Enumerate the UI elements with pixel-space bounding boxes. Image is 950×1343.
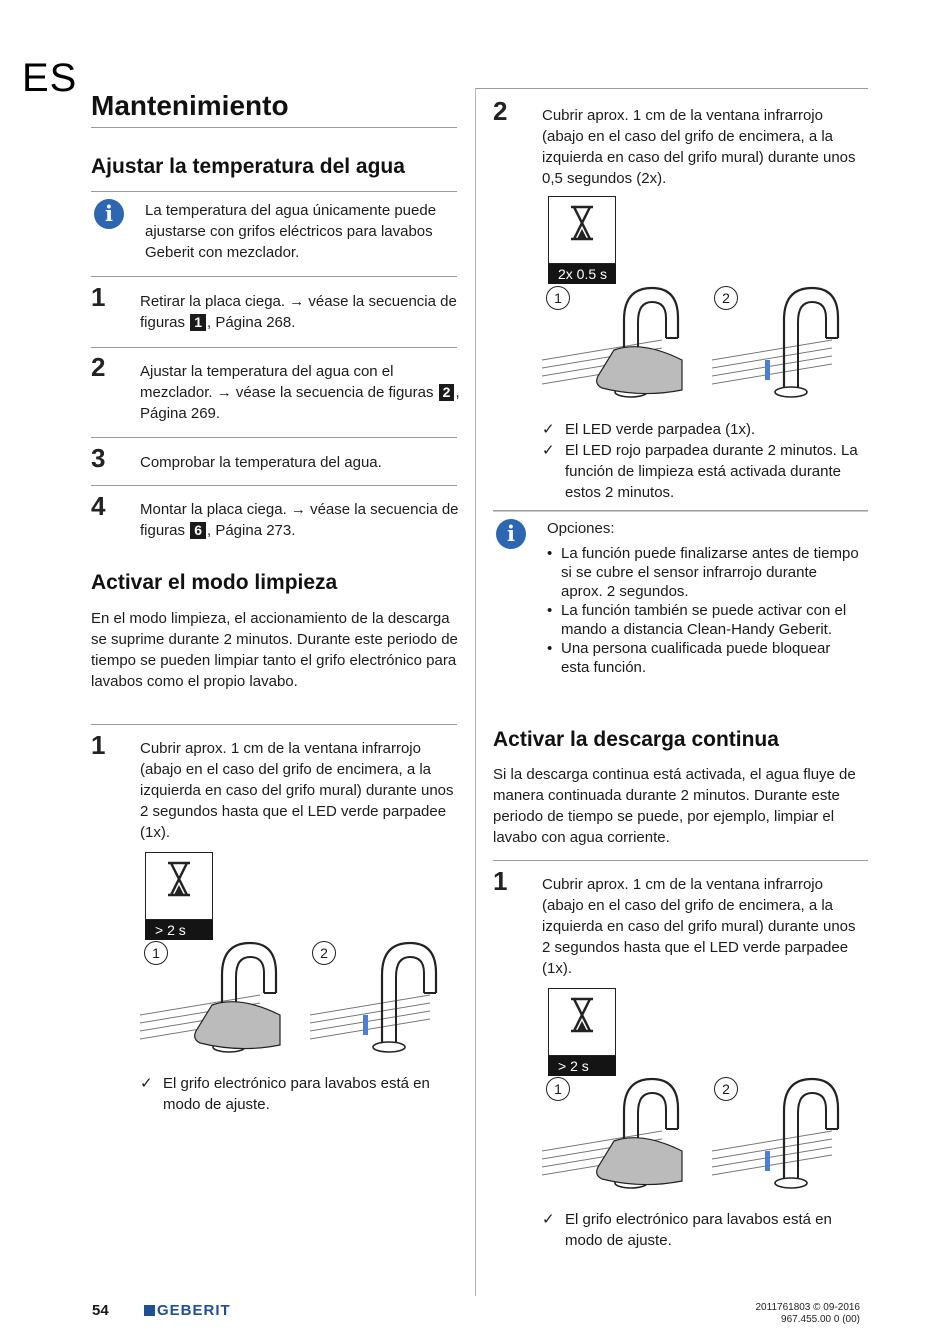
- timer-label: > 2 s: [145, 920, 213, 940]
- divider: [493, 860, 868, 861]
- result-item: [542, 419, 864, 440]
- step-text: [140, 452, 460, 473]
- timer-label: 2x 0.5 s: [548, 264, 616, 284]
- timer-figure: [548, 196, 616, 284]
- divider: [91, 276, 457, 277]
- result-item: [140, 1073, 460, 1115]
- section-intro: Si la descarga continua está activada, el agua fluye de manera continuada durante 2 minutos. Durante este periodo de tiempo se puede, por ejemplo, limpiar el lavabo con agua corriente.: [493, 766, 856, 846]
- step-text: [140, 499, 460, 541]
- step-number: 3: [91, 443, 106, 473]
- figure-step-label: 1: [546, 1077, 570, 1101]
- hourglass-icon: [145, 852, 213, 920]
- divider: [91, 347, 457, 348]
- figure-step-label: 2: [714, 1077, 738, 1101]
- logo-square-icon: [144, 1305, 155, 1316]
- step-text-part: , Página 268.: [207, 314, 296, 331]
- step-text-part: Retirar la placa ciega. → véase la secuencia de figuras: [140, 293, 457, 331]
- list-item: • Una persona cualificada puede bloquear esta función.: [547, 639, 862, 677]
- timer-figure: [145, 852, 213, 940]
- step-text: [140, 291, 460, 333]
- language-code: ES: [22, 56, 78, 100]
- result-text: El grifo electrónico para lavabos está en modo de ajuste.: [565, 1211, 832, 1249]
- step-text-part: Montar la placa ciega. → véase la secuencia de figuras: [140, 501, 459, 539]
- section-heading-continuous: Activar la descarga continua: [493, 728, 779, 751]
- result-text: El grifo electrónico para lavabos está en modo de ajuste.: [163, 1075, 430, 1113]
- step-number: 2: [493, 96, 508, 126]
- options-list: [547, 544, 862, 677]
- doc-line: 2011761803 © 09-2016: [755, 1302, 860, 1313]
- checkmark-icon: ✓: [542, 421, 555, 438]
- divider: [91, 724, 457, 725]
- column-separator: [475, 88, 476, 1296]
- result-item: [542, 1209, 864, 1251]
- faucet-illustration: [140, 935, 460, 1065]
- step-text: Cubrir aprox. 1 cm de la ventana infrarrojo (abajo en el caso del grifo de encimera, a la izquierda en caso del grifo mural) durante unos 2 segundos hasta que el LED verde parpadee (1x).: [542, 876, 856, 977]
- divider: [91, 127, 457, 128]
- figure-step-label: 1: [144, 941, 168, 965]
- info-icon: i: [94, 199, 124, 229]
- hourglass-icon: [548, 988, 616, 1056]
- result-text: El LED verde parpadea (1x).: [565, 421, 756, 438]
- hourglass-icon: [548, 196, 616, 264]
- figure-step-label: 2: [714, 286, 738, 310]
- step-text: Cubrir aprox. 1 cm de la ventana infrarrojo (abajo en el caso del grifo de encimera, a la izquierda en caso del grifo mural) durante unos 2 segundos hasta que el LED verde parpadee (1x).: [140, 740, 454, 841]
- step-number: 2: [91, 352, 106, 382]
- faucet-illustration: [542, 1071, 862, 1201]
- section-heading-temperature: Ajustar la temperatura del agua: [91, 155, 405, 178]
- doc-line: 967.455.00 0 (00): [781, 1314, 860, 1325]
- section-intro: En el modo limpieza, el accionamiento de la descarga se suprime durante 2 minutos. Durante este periodo de tiempo se pueden limpiar tanto el grifo electrónico para lavabos como el propio lavabo.: [91, 610, 458, 690]
- figure-ref-badge[interactable]: 2: [439, 384, 455, 401]
- step-number: 1: [91, 730, 106, 760]
- list-item: • La función puede finalizarse antes de tiempo si se cubre el sensor infrarrojo durante aprox. 2 segundos.: [547, 544, 862, 601]
- figure-ref-badge[interactable]: 6: [190, 522, 206, 539]
- info-note: La temperatura del agua únicamente puede ajustarse con grifos eléctricos para lavabos Geberit con mezclador.: [145, 202, 437, 261]
- step-text-part: Ajustar la temperatura del agua con el mezclador. → véase la secuencia de figuras: [140, 363, 438, 401]
- step-text: [140, 361, 460, 424]
- faucet-illustration: [542, 280, 862, 410]
- step-text-part: , Página 269.: [140, 384, 460, 422]
- result-text: El LED rojo parpadea durante 2 minutos. La función de limpieza está activada durante estos 2 minutos.: [565, 442, 858, 501]
- step-text: Cubrir aprox. 1 cm de la ventana infrarrojo (abajo en el caso del grifo de encimera, a la izquierda en caso del grifo mural) durante unos 0,5 segundos (2x).: [542, 107, 856, 187]
- figure-step-label: 1: [546, 286, 570, 310]
- divider: [493, 510, 868, 512]
- divider: [91, 437, 457, 438]
- brand-logo: [144, 1302, 231, 1319]
- checkmark-icon: ✓: [542, 442, 555, 459]
- list-item: • La función también se puede activar con el mando a distancia Clean-Handy Geberit.: [547, 601, 862, 639]
- checkmark-icon: ✓: [542, 1211, 555, 1228]
- divider: [91, 191, 457, 192]
- step-text-part: , Página 273.: [207, 522, 296, 539]
- step-number: 1: [493, 866, 508, 896]
- step-number: 1: [91, 282, 106, 312]
- page-number: 54: [92, 1302, 109, 1319]
- divider: [476, 88, 868, 89]
- page-title: Mantenimiento: [91, 90, 289, 121]
- timer-label: > 2 s: [548, 1056, 616, 1076]
- info-icon: i: [496, 519, 526, 549]
- options-title: Opciones:: [547, 520, 615, 537]
- timer-figure: [548, 988, 616, 1076]
- section-heading-cleaning: Activar el modo limpieza: [91, 571, 338, 594]
- brand-name: GEBERIT: [157, 1302, 231, 1319]
- step-number: 4: [91, 491, 106, 521]
- divider: [91, 485, 457, 486]
- figure-step-label: 2: [312, 941, 336, 965]
- checkmark-icon: ✓: [140, 1075, 153, 1092]
- step-text-part: Comprobar la temperatura del agua.: [140, 454, 382, 471]
- result-item: [542, 440, 864, 503]
- document-number: [756, 1302, 861, 1326]
- figure-ref-badge[interactable]: 1: [190, 314, 206, 331]
